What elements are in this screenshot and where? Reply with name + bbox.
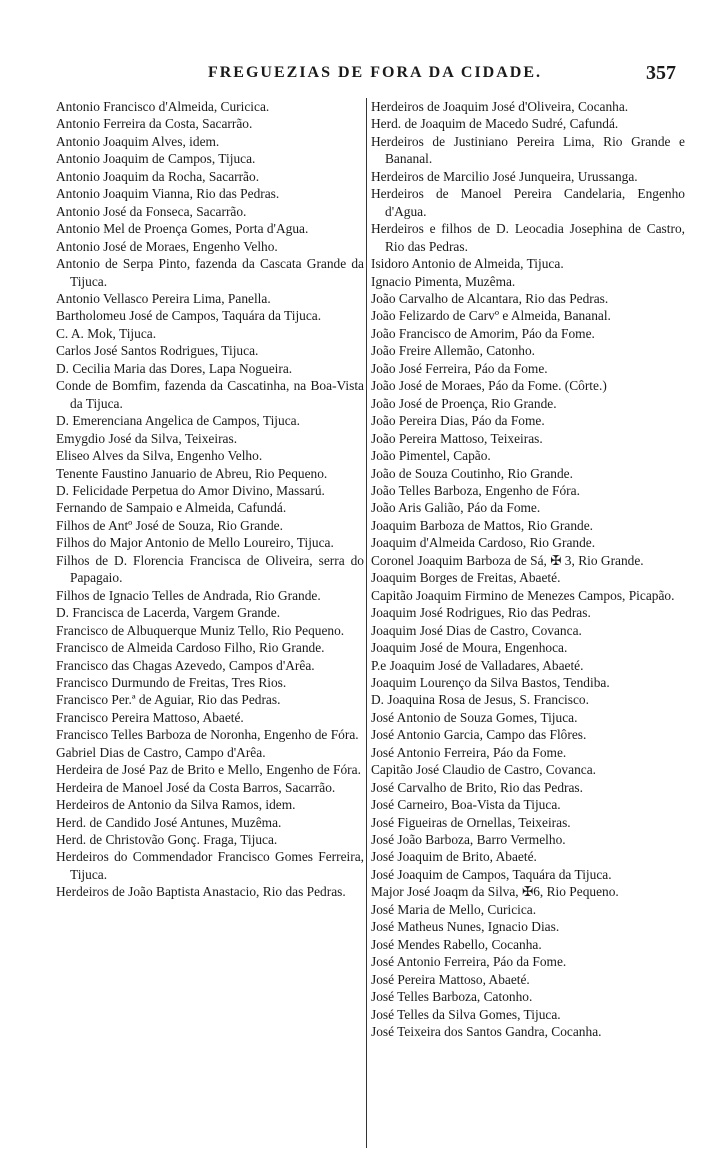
directory-entry: Herdeiros de Marcilio José Junqueira, Urussanga.	[371, 168, 638, 184]
directory-entry: José João Barboza, Barro Vermelho.	[371, 832, 566, 848]
directory-entry: Herdeiros de Justiniano Pereira Lima, Rio Grande e Bananal.	[371, 133, 685, 167]
left-column	[56, 98, 364, 901]
directory-entry: Joaquim d'Almeida Cardoso, Rio Grande.	[371, 535, 596, 551]
directory-entry: D. Emerenciana Angelica de Campos, Tijuca.	[56, 413, 300, 429]
directory-entry: Herdeiros de Joaquim José d'Oliveira, Cocanha.	[371, 99, 629, 114]
directory-entry: José Telles Barboza, Catonho.	[371, 989, 533, 1005]
directory-entry: Joaquim José Rodrigues, Rio das Pedras.	[371, 605, 591, 621]
running-title: FREGUEZIAS DE FORA DA CIDADE.	[207, 64, 543, 81]
directory-entry: Antonio Mel de Proença Gomes, Porta d'Agua.	[56, 221, 309, 237]
directory-entry: Herdeiros de Manoel Pereira Candelaria, Engenho d'Agua.	[371, 186, 685, 219]
directory-entry: Herd. de Candido José Antunes, Muzêma.	[56, 814, 282, 830]
directory-entry: Antonio Francisco d'Almeida, Curicica.	[56, 99, 270, 114]
directory-entry: Francisco de Almeida Cardoso Filho, Rio Grande.	[56, 640, 325, 656]
directory-entry: D. Francisca de Lacerda, Vargem Grande.	[56, 605, 281, 621]
directory-entry: João Pimentel, Capão.	[371, 448, 491, 464]
directory-entry: Tenente Faustino Januario de Abreu, Rio Pequeno.	[56, 465, 328, 481]
directory-entry: Capitão José Claudio de Castro, Covanca.	[371, 762, 596, 778]
directory-entry: Ignacio Pimenta, Muzêma.	[371, 273, 516, 289]
directory-entry: Fernando de Sampaio e Almeida, Cafundá.	[56, 500, 287, 516]
directory-entry: Antonio Vellasco Pereira Lima, Panella.	[56, 290, 271, 306]
directory-entry: Gabriel Dias de Castro, Campo d'Arêa.	[56, 744, 266, 760]
directory-entry: Antonio Joaquim da Rocha, Sacarrão.	[56, 168, 260, 184]
directory-entry: Antonio Joaquim de Campos, Tijuca.	[56, 151, 256, 167]
directory-entry: José Mendes Rabello, Cocanha.	[371, 936, 542, 952]
directory-entry: D. Cecilia Maria das Dores, Lapa Nogueira.	[56, 360, 293, 376]
directory-entry: João José Ferreira, Páo da Fome.	[371, 360, 548, 376]
directory-entry: Joaquim Borges de Freitas, Abaeté.	[371, 570, 561, 586]
directory-entry: José Joaquim de Campos, Taquára da Tijuca.	[371, 866, 612, 882]
directory-entry: Francisco Pereira Mattoso, Abaeté.	[56, 709, 244, 725]
directory-entry: Herdeiros de João Baptista Anastacio, Rio das Pedras.	[56, 884, 346, 900]
directory-entry: Filhos do Major Antonio de Mello Loureiro, Tijuca.	[56, 535, 334, 551]
directory-entry: José Matheus Nunes, Ignacio Dias.	[371, 919, 560, 935]
directory-entry: Filhos de Antº José de Souza, Rio Grande.	[56, 517, 283, 533]
page-header	[0, 64, 725, 88]
directory-entry: José Telles da Silva Gomes, Tijuca.	[371, 1006, 561, 1022]
directory-entry: José Antonio Ferreira, Páo da Fome.	[371, 744, 567, 760]
directory-entry: Antonio Ferreira da Costa, Sacarrão.	[56, 116, 253, 132]
directory-entry: José Antonio de Souza Gomes, Tijuca.	[371, 709, 578, 725]
directory-entry: Isidoro Antonio de Almeida, Tijuca.	[371, 256, 564, 272]
directory-entry: Francisco Telles Barboza de Noronha, Engenho de Fóra.	[56, 727, 359, 743]
directory-entry: Herd. de Christovão Gonç. Fraga, Tijuca.	[56, 832, 278, 848]
directory-entry: José Figueiras de Ornellas, Teixeiras.	[371, 814, 571, 830]
directory-entry: José Maria de Mello, Curicica.	[371, 901, 537, 917]
right-column	[371, 98, 685, 1040]
column-divider	[366, 98, 367, 1148]
directory-entry: Herdeiros de Antonio da Silva Ramos, idem.	[56, 797, 296, 813]
directory-entry: Eliseo Alves da Silva, Engenho Velho.	[56, 448, 263, 464]
directory-entry: Conde de Bomfim, fazenda da Cascatinha, na Boa-Vista da Tijuca.	[56, 378, 364, 411]
directory-entry: João Carvalho de Alcantara, Rio das Pedras.	[371, 290, 609, 306]
directory-entry: Antonio José da Fonseca, Sacarrão.	[56, 203, 247, 219]
directory-entry: Filhos de D. Florencia Francisca de Oliveira, serra do Papagaio.	[56, 552, 364, 586]
directory-entry: Joaquim José de Moura, Engenhoca.	[371, 640, 568, 656]
directory-entry: João Pereira Dias, Páo da Fome.	[371, 413, 545, 429]
directory-entry: Herdeira de José Paz de Brito e Mello, Engenho de Fóra.	[56, 762, 361, 778]
directory-entry: Francisco das Chagas Azevedo, Campos d'Arêa.	[56, 657, 315, 673]
directory-entry: João José de Proença, Rio Grande.	[371, 395, 557, 411]
directory-entry: João Felizardo de Carvº e Almeida, Bananal.	[371, 308, 611, 324]
directory-entry: João Aris Galião, Páo da Fome.	[371, 500, 541, 516]
directory-entry: Capitão Joaquim Firmino de Menezes Campos, Picapão.	[371, 587, 675, 603]
directory-entry: João de Souza Coutinho, Rio Grande.	[371, 465, 573, 481]
directory-entry: Major José Joaqm da Silva, ✠6, Rio Pequeno.	[371, 884, 619, 900]
directory-entry: José Carvalho de Brito, Rio das Pedras.	[371, 779, 583, 795]
directory-entry: Herdeira de Manoel José da Costa Barros, Sacarrão.	[56, 779, 336, 795]
directory-entry: D. Joaquina Rosa de Jesus, S. Francisco.	[371, 692, 589, 708]
directory-entry: José Pereira Mattoso, Abaeté.	[371, 971, 530, 987]
directory-entry: Filhos de Ignacio Telles de Andrada, Rio Grande.	[56, 587, 321, 603]
directory-entry: João Pereira Mattoso, Teixeiras.	[371, 430, 543, 446]
directory-entry: José Joaquim de Brito, Abaeté.	[371, 849, 537, 865]
directory-entry: Antonio Joaquim Alves, idem.	[56, 133, 220, 149]
directory-entry: Antonio Joaquim Vianna, Rio das Pedras.	[56, 186, 280, 202]
directory-entry: Francisco Durmundo de Freitas, Tres Rios.	[56, 674, 287, 690]
directory-entry: Francisco Per.ª de Aguiar, Rio das Pedras.	[56, 692, 281, 708]
directory-entry: Herdeiros do Commendador Francisco Gomes Ferreira, Tijuca.	[56, 849, 364, 882]
directory-entry: José Teixeira dos Santos Gandra, Cocanha.	[371, 1024, 602, 1040]
directory-entry: João Freire Allemão, Catonho.	[371, 343, 536, 359]
directory-entry: José Antonio Ferreira, Páo da Fome.	[371, 954, 567, 970]
directory-entry: Herd. de Joaquim de Macedo Sudré, Cafundá.	[371, 116, 619, 132]
directory-entry: Coronel Joaquim Barboza de Sá, ✠ 3, Rio Grande.	[371, 552, 644, 568]
directory-entry: C. A. Mok, Tijuca.	[56, 325, 157, 341]
directory-entry: Emygdio José da Silva, Teixeiras.	[56, 430, 238, 446]
directory-entry: D. Felicidade Perpetua do Amor Divino, Massarú.	[56, 482, 325, 498]
directory-entry: José Carneiro, Boa-Vista da Tijuca.	[371, 797, 561, 813]
directory-entry: Joaquim José Dias de Castro, Covanca.	[371, 622, 582, 638]
directory-entry: João Francisco de Amorim, Páo da Fome.	[371, 325, 595, 341]
directory-entry: Herdeiros e filhos de D. Leocadia Josephina de Castro, Rio das Pedras.	[371, 221, 685, 254]
directory-entry: Joaquim Barboza de Mattos, Rio Grande.	[371, 517, 594, 533]
page-number: 357	[646, 62, 676, 84]
directory-entry: Antonio José de Moraes, Engenho Velho.	[56, 238, 278, 254]
directory-entry: João Telles Barboza, Engenho de Fóra.	[371, 482, 580, 498]
directory-entry: Joaquim Lourenço da Silva Bastos, Tendiba.	[371, 674, 610, 690]
directory-entry: P.e Joaquim José de Valladares, Abaeté.	[371, 657, 584, 673]
directory-entry: Antonio de Serpa Pinto, fazenda da Cascata Grande da Tijuca.	[56, 256, 364, 289]
directory-entry: José Antonio Garcia, Campo das Flôres.	[371, 727, 587, 743]
directory-entry: Bartholomeu José de Campos, Taquára da Tijuca.	[56, 308, 322, 324]
directory-entry: Francisco de Albuquerque Muniz Tello, Rio Pequeno.	[56, 622, 345, 638]
directory-entry: João José de Moraes, Páo da Fome. (Côrte.)	[371, 378, 607, 394]
directory-entry: Carlos José Santos Rodrigues, Tijuca.	[56, 343, 259, 359]
